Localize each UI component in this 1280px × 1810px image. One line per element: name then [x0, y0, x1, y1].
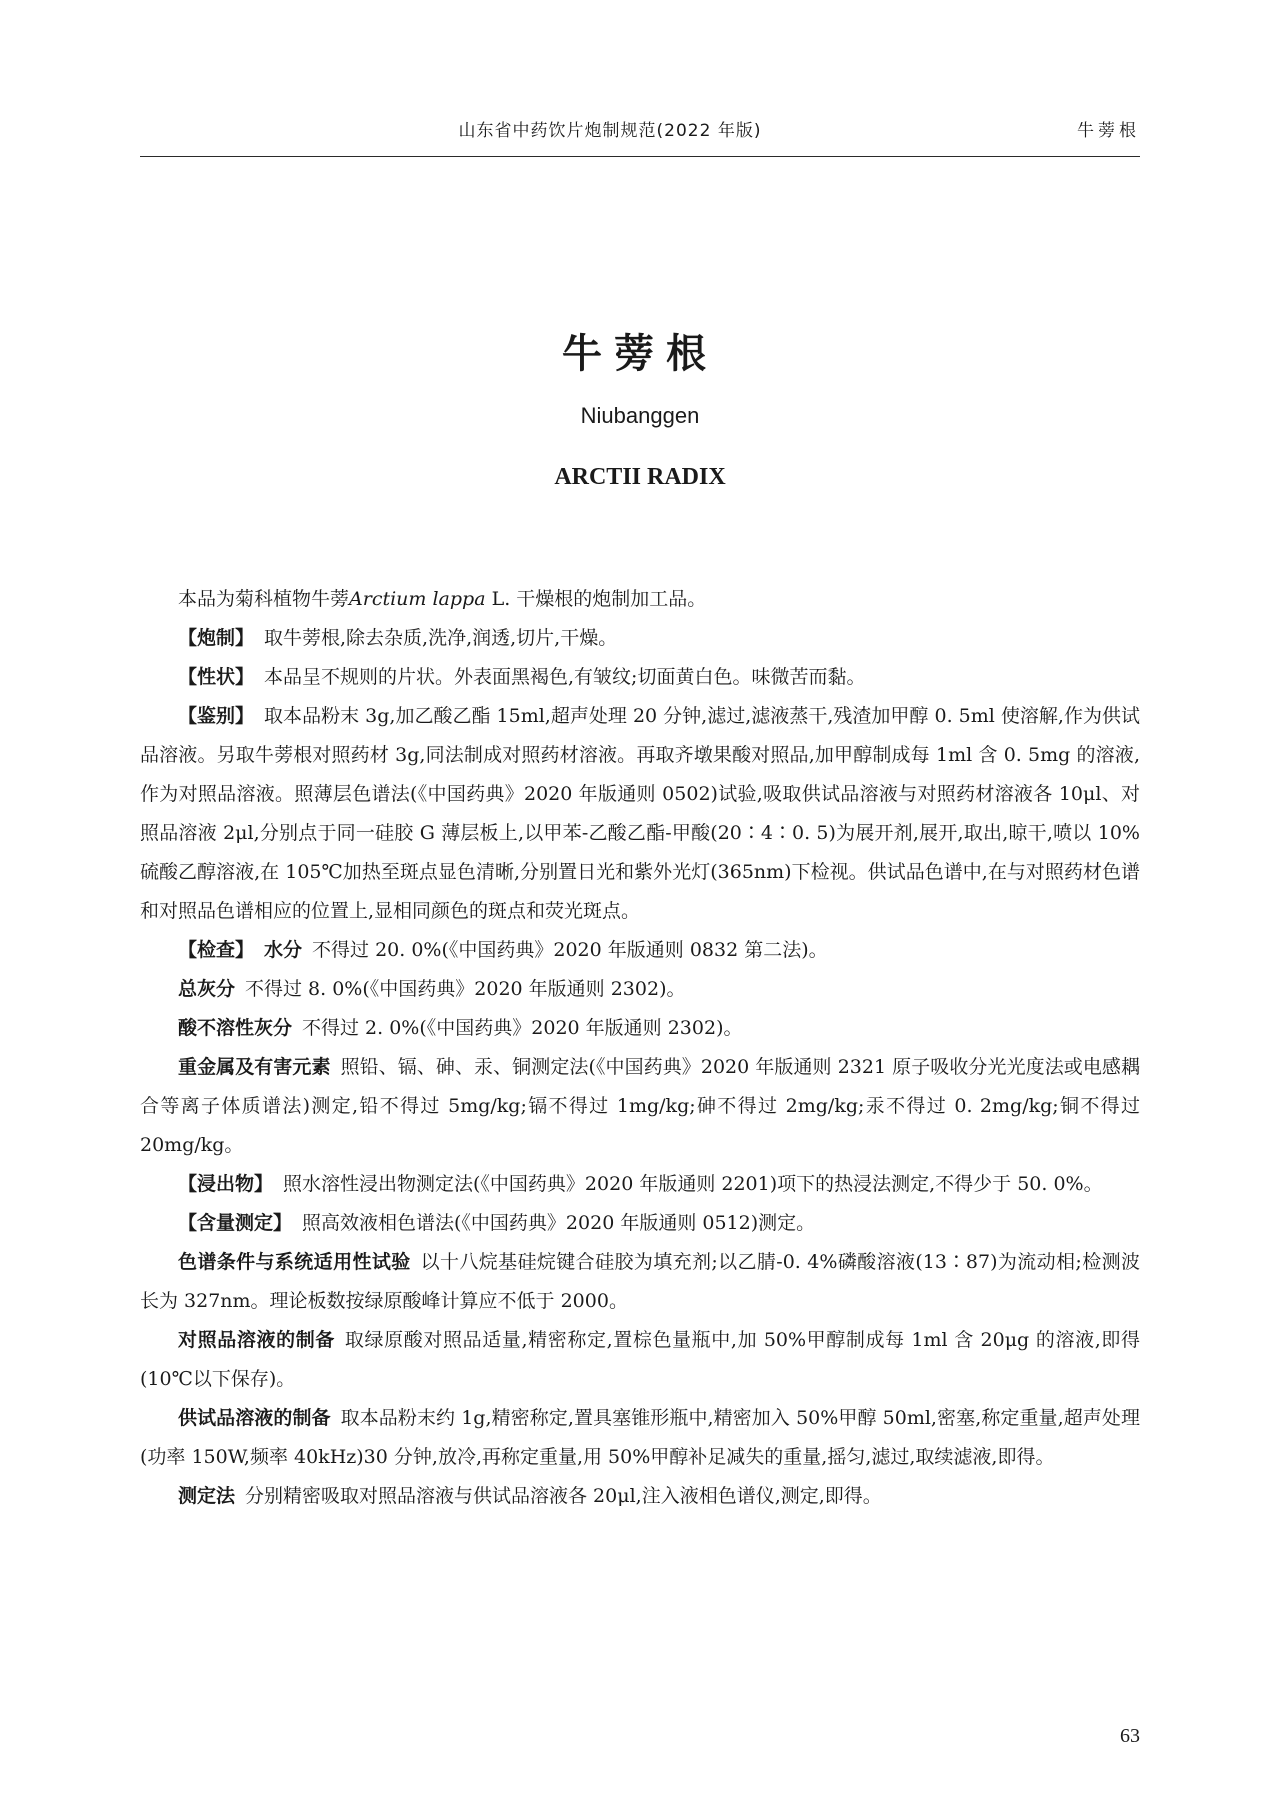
- entry-title: 牛蒡根: [562, 331, 718, 377]
- assay-paragraph: [140, 1204, 1140, 1243]
- intro-paragraph: [140, 580, 1140, 619]
- reference-solution-text: 取绿原酸对照品适量,精密称定,置棕色量瓶中,加 50%甲醇制成每 1ml 含 20μg 的溶液,即得(10℃以下保存)。: [140, 1329, 1140, 1390]
- characteristics-label: 【性状】: [178, 666, 255, 688]
- processing-paragraph: [140, 619, 1140, 658]
- moisture-text: 不得过 20. 0%(《中国药典》2020 年版通则 0832 第二法)。: [312, 939, 828, 961]
- entry-latin-name: ARCTII RADIX: [554, 464, 726, 490]
- running-header: [140, 96, 1140, 157]
- intro-post: L. 干燥根的炮制加工品。: [485, 588, 707, 610]
- sample-solution-paragraph: [140, 1399, 1140, 1477]
- sample-solution-label: 供试品溶液的制备: [178, 1407, 331, 1429]
- extract-label: 【浸出物】: [178, 1173, 274, 1195]
- method-text: 分别精密吸取对照品溶液与供试品溶液各 20μl,注入液相色谱仪,测定,即得。: [245, 1485, 882, 1507]
- assay-text: 照高效液相色谱法(《中国药典》2020 年版通则 0512)测定。: [302, 1212, 816, 1234]
- characteristics-text: 本品呈不规则的片状。外表面黑褐色,有皱纹;切面黄白色。味微苦而黏。: [264, 666, 866, 688]
- acid-ash-paragraph: [140, 1009, 1140, 1048]
- total-ash-text: 不得过 8. 0%(《中国药典》2020 年版通则 2302)。: [245, 978, 686, 1000]
- total-ash-label: 总灰分: [178, 978, 236, 1000]
- metals-label: 重金属及有害元素: [178, 1056, 331, 1078]
- inspection-label: 【检查】: [178, 939, 255, 961]
- identification-label: 【鉴别】: [178, 705, 255, 727]
- acid-ash-text: 不得过 2. 0%(《中国药典》2020 年版通则 2302)。: [302, 1017, 743, 1039]
- entry-pinyin: Niubanggen: [580, 403, 700, 428]
- chromatography-text: 以十八烷基硅烷键合硅胶为填充剂;以乙腈-0. 4%磷酸溶液(13∶87)为流动相;检测波长为 327nm。理论板数按绿原酸峰计算应不低于 2000。: [140, 1251, 1140, 1312]
- sample-solution-text: 取本品粉末约 1g,精密称定,置具塞锥形瓶中,精密加入 50%甲醇 50ml,密塞,称定重量,超声处理(功率 150W,频率 40kHz)30 分钟,放冷,再称定重量,用 50%甲醇补足减失的重量,摇匀,滤过,取续滤液,即得。: [140, 1407, 1140, 1468]
- intro-pre: 本品为菊科植物牛蒡: [178, 588, 350, 610]
- section-name: 牛蒡根: [1077, 121, 1140, 141]
- extract-text: 照水溶性浸出物测定法(《中国药典》2020 年版通则 2201)项下的热浸法测定,不得少于 50. 0%。: [283, 1173, 1103, 1195]
- metals-text: 照铅、镉、砷、汞、铜测定法(《中国药典》2020 年版通则 2321 原子吸收分光光度法或电感耦合等离子体质谱法)测定,铅不得过 5mg/kg;镉不得过 1mg/kg;砷不得过 2mg/kg;汞不得过 0. 2mg/kg;铜不得过 20mg/kg。: [140, 1056, 1140, 1156]
- identification-paragraph: [140, 697, 1140, 931]
- moisture-label: 水分: [264, 939, 303, 961]
- processing-text: 取牛蒡根,除去杂质,洗净,润透,切片,干燥。: [264, 627, 618, 649]
- method-paragraph: [140, 1477, 1140, 1516]
- page-number: 63: [1120, 1725, 1140, 1747]
- assay-label: 【含量测定】: [178, 1212, 293, 1234]
- reference-solution-paragraph: [140, 1321, 1140, 1399]
- extract-paragraph: [140, 1165, 1140, 1204]
- metals-paragraph: [140, 1048, 1140, 1165]
- method-label: 测定法: [178, 1485, 236, 1507]
- total-ash-paragraph: [140, 970, 1140, 1009]
- inspection-paragraph: [140, 931, 1140, 970]
- species-name: Arctium lappa: [349, 588, 486, 610]
- book-title: 山东省中药饮片炮制规范(2022 年版): [458, 121, 762, 141]
- reference-solution-label: 对照品溶液的制备: [178, 1329, 335, 1351]
- chromatography-label: 色谱条件与系统适用性试验: [178, 1251, 411, 1273]
- acid-ash-label: 酸不溶性灰分: [178, 1017, 293, 1039]
- processing-label: 【炮制】: [178, 627, 255, 649]
- chromatography-paragraph: [140, 1243, 1140, 1321]
- identification-text: 取本品粉末 3g,加乙酸乙酯 15ml,超声处理 20 分钟,滤过,滤液蒸干,残渣加甲醇 0. 5ml 使溶解,作为供试品溶液。另取牛蒡根对照药材 3g,同法制成对照药材溶液。再取齐墩果酸对照品,加甲醇制成每 1ml 含 0. 5mg 的溶液,作为对照品溶液。照薄层色谱法(《中国药典》2020 年版通则 0502)试验,吸取供试品溶液与对照药材溶液各 10μl、对照品溶液 2μl,分别点于同一硅胶 G 薄层板上,以甲苯-乙酸乙酯-甲酸(20∶4∶0. 5)为展开剂,展开,取出,晾干,喷以 10%硫酸乙醇溶液,在 105℃加热至斑点显色清晰,分别置日光和紫外光灯(365nm)下检视。供试品色谱中,在与对照药材色谱和对照品色谱相应的位置上,显相同颜色的斑点和荧光斑点。: [140, 705, 1140, 922]
- monograph-body: [140, 580, 1140, 1516]
- characteristics-paragraph: [140, 658, 1140, 697]
